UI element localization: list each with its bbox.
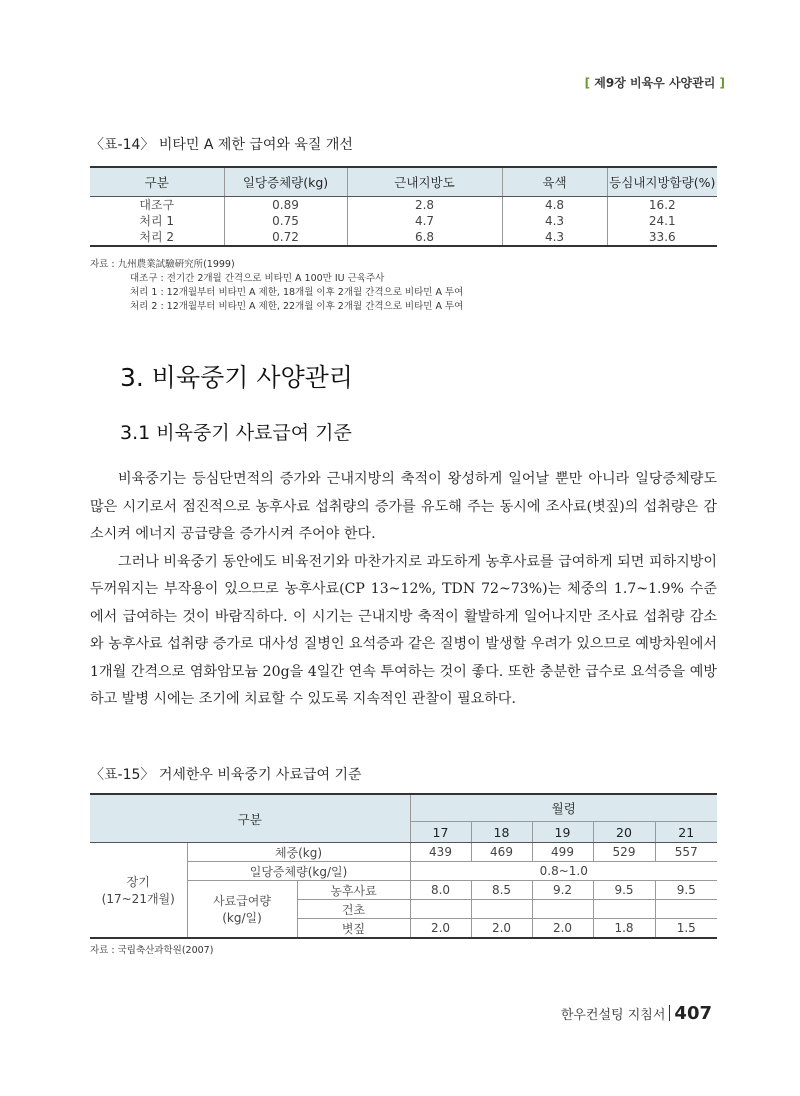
table15-straw-label: 볏짚	[297, 919, 410, 939]
table15-feed-unit: (kg/일)	[222, 911, 262, 925]
table-row	[90, 213, 717, 229]
table-cell: 4.3	[502, 229, 607, 246]
table-cell	[532, 900, 593, 919]
table-cell	[410, 900, 471, 919]
table14-header-cell: 구분	[90, 167, 224, 197]
table-cell: 2.0	[532, 919, 593, 939]
table15-adg-value: 0.8~1.0	[410, 862, 717, 881]
chapter-bracket-close: ]	[719, 76, 725, 90]
table14-header-cell: 근내지방도	[347, 167, 502, 197]
body-text	[90, 466, 717, 714]
table-cell: 4.8	[502, 197, 607, 214]
table-cell: 2.0	[410, 919, 471, 939]
table14-header-cell: 육색	[502, 167, 607, 197]
table-cell: 0.89	[224, 197, 347, 214]
table15-month-cell: 18	[471, 822, 532, 843]
page-number: 407	[674, 1003, 712, 1024]
table14-note: 처리 2 : 12개월부터 비타민 A 제한, 22개월 이후 2개월 간격으로 비타민 A 투여	[130, 301, 464, 312]
table-cell: 0.75	[224, 213, 347, 229]
table-cell: 0.72	[224, 229, 347, 246]
table15-adg-label: 일당증체량(kg/일)	[187, 862, 410, 881]
table15-month-label: 월령	[410, 794, 717, 822]
subsection-title: 3.1 비육중기 사료급여 기준	[120, 422, 352, 444]
table-cell: 9.5	[655, 881, 717, 900]
table-cell: 557	[655, 843, 717, 862]
table-cell: 529	[593, 843, 655, 862]
table-cell: 8.5	[471, 881, 532, 900]
chapter-bracket-open: [	[584, 76, 591, 90]
table-cell: 9.5	[593, 881, 655, 900]
table14-note: 처리 1 : 12개월부터 비타민 A 제한, 18개월 이후 2개월 간격으로 비타민 A 투여	[130, 287, 464, 298]
table-cell: 8.0	[410, 881, 471, 900]
table15-month-cell: 21	[655, 822, 717, 843]
table15-source: 자료 : 국립축산과학원(2007)	[90, 945, 214, 956]
table-cell: 1.5	[655, 919, 717, 939]
table14-note: 대조구 : 전기간 2개월 간격으로 비타민 A 100만 IU 근육주사	[130, 273, 385, 284]
table-cell: 439	[410, 843, 471, 862]
section-title: 3. 비육중기 사양관리	[120, 363, 353, 392]
table15-stage-range: (17~21개월)	[101, 892, 175, 906]
table14-title: 〈표-14〉 비타민 A 제한 급여와 육질 개선	[90, 137, 353, 153]
table-cell: 처리 1	[139, 214, 175, 228]
paragraph: 그러나 비육중기 동안에도 비육전기와 마찬가지로 과도하게 농후사료를 급여하게 되면 피하지방이 두꺼워지는 부작용이 있으므로 농후사료(CP 13~12%, TDN 72~73%)는 체중의 1.7~1.9% 수준에서 급여하는 것이 바람직하다. 이 시기는 근내지방 축적이 활발하게 일어나지만 조사료 섭취량 감소와 농후사료 섭취량 증가로 대사성 질병인 요석증과 같은 질병이 발생할 우려가 있으므로 예방차원에서 1개월 간격으로 염화암모늄 20g을 4일간 연속 투여하는 것이 좋다. 또한 충분한 급수로 요석증을 예방하고 발병 시에는 조기에 치료할 수 있도록 지속적인 관찰이 필요하다.	[90, 553, 717, 707]
table14	[90, 166, 717, 247]
table15-month-cell: 17	[410, 822, 471, 843]
table-cell	[471, 900, 532, 919]
table-row	[90, 229, 717, 246]
table-cell: 16.2	[607, 197, 717, 214]
table-row	[90, 843, 717, 862]
table-cell: 499	[532, 843, 593, 862]
table-cell: 24.1	[607, 213, 717, 229]
paragraph: 비육중기는 등심단면적의 증가와 근내지방의 축적이 왕성하게 일어날 뿐만 아니라 일당증체량도 많은 시기로서 점진적으로 농후사료 섭취량의 증가를 유도해 주는 동시에 조사료(볏짚)의 섭취량은 감소시켜 에너지 공급량을 증가시켜 주어야 한다.	[90, 471, 717, 542]
table-cell	[655, 900, 717, 919]
table15-feed-label: 사료급여량	[213, 894, 271, 908]
table-cell: 4.7	[347, 213, 502, 229]
table-cell: 9.2	[532, 881, 593, 900]
table14-header-cell: 일당증체량(kg)	[224, 167, 347, 197]
table-cell: 처리 2	[90, 229, 224, 246]
table15-feed-cell	[187, 881, 297, 939]
table-row	[90, 197, 717, 214]
table14-header-row	[90, 167, 717, 197]
chapter-label: 제9장 비육우 사양관리	[594, 76, 716, 90]
table15-weight-label: 체중(kg)	[187, 843, 410, 862]
table15-concentrate-label: 농후사료	[297, 881, 410, 900]
table14-source: 자료 : 九州農業試驗硏究所(1999)	[90, 259, 235, 270]
table-cell: 1.8	[593, 919, 655, 939]
table15-col-group: 구분	[90, 794, 410, 843]
table-cell: 33.6	[607, 229, 717, 246]
table15-month-cell: 19	[532, 822, 593, 843]
footer-label: 한우컨설팅 지침서	[560, 1008, 666, 1023]
table-cell	[593, 900, 655, 919]
table15-stage-label: 장기	[126, 875, 150, 889]
table15-header-row	[90, 794, 717, 822]
table14-notes	[90, 258, 463, 314]
table-cell: 469	[471, 843, 532, 862]
table15-hay-label: 건초	[297, 900, 410, 919]
table15	[90, 793, 717, 939]
page-footer	[561, 1003, 712, 1024]
table-cell: 대조구	[139, 198, 175, 212]
table-cell: 4.3	[502, 213, 607, 229]
table15-title: 〈표-15〉 거세한우 비육중기 사료급여 기준	[90, 767, 362, 783]
table15-month-cell: 20	[593, 822, 655, 843]
table-cell: 2.8	[347, 197, 502, 214]
table-cell: 2.0	[471, 919, 532, 939]
table14-header-cell: 등심내지방함량(%)	[607, 167, 717, 197]
table15-stage-cell	[90, 843, 187, 939]
table-cell: 6.8	[347, 229, 502, 246]
footer-divider	[669, 1005, 670, 1021]
chapter-header	[585, 74, 725, 91]
